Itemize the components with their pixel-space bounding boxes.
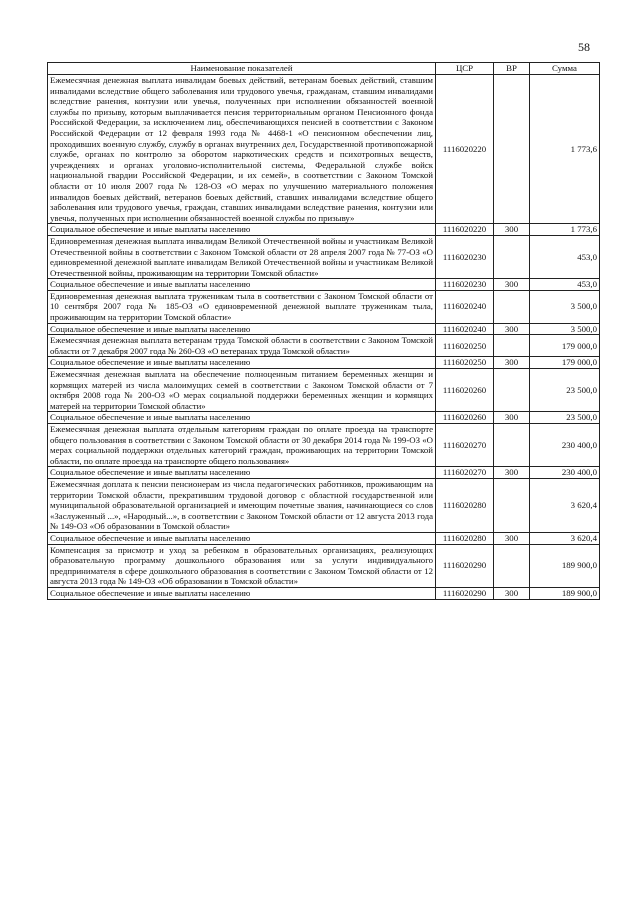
cell-name: Социальное обеспечение и иные выплаты населению <box>48 467 436 479</box>
cell-csr: 1116020220 <box>436 75 494 224</box>
table-row <box>48 290 600 323</box>
table-row <box>48 369 600 412</box>
cell-vr: 300 <box>494 467 530 479</box>
table-row <box>48 75 600 224</box>
cell-sum: 179 000,0 <box>530 335 600 357</box>
cell-csr: 1116020240 <box>436 290 494 323</box>
cell-name: Социальное обеспечение и иные выплаты населению <box>48 587 436 599</box>
cell-vr: 300 <box>494 587 530 599</box>
header-sum: Сумма <box>530 63 600 75</box>
cell-vr <box>494 335 530 357</box>
cell-sum: 3 500,0 <box>530 323 600 335</box>
table-row <box>48 412 600 424</box>
cell-name: Ежемесячная доплата к пенсии пенсионерам из числа педагогических работников, проживающим на территории Томской области, прекратившим трудовой договор с областной государственной или муниципальной образовательной организацией и имеющим почетные звания, начинающиеся со слов «Заслуженный ...», «Народный...», в соответствии с Законом Томской области от 12 августа 2013 года № 149-ОЗ «Об образовании в Томской области» <box>48 478 436 532</box>
cell-sum: 453,0 <box>530 235 600 278</box>
cell-sum: 179 000,0 <box>530 357 600 369</box>
cell-sum: 189 900,0 <box>530 587 600 599</box>
table-row <box>48 224 600 236</box>
cell-vr: 300 <box>494 357 530 369</box>
cell-csr: 1116020290 <box>436 544 494 587</box>
cell-csr: 1116020230 <box>436 235 494 278</box>
table-row <box>48 544 600 587</box>
cell-vr <box>494 75 530 224</box>
table-row <box>48 478 600 532</box>
table-row <box>48 323 600 335</box>
cell-csr: 1116020260 <box>436 412 494 424</box>
table-row <box>48 587 600 599</box>
cell-name: Ежемесячная денежная выплата инвалидам боевых действий, ветеранам боевых действий, ставшим инвалидами вследствие общего заболевания или трудового увечья, гражданам, ставшим инвалидами вследствие ранения, контузии или увечья, полученных при исполнении обязанностей военной службы по призыву, которым выплачивается пенсия территориальным органом Пенсионного фонда Российской Федерации, за исключением лиц, обеспечивающихся пенсией в соответствии с Законом Российской Федерации от 12 февраля 1993 года № 4468-1 «О пенсионном обеспечении лиц, проходивших военную службу, службу в органах внутренних дел, Государственной противопожарной службе, органах по контролю за оборотом наркотических средств и психотропных веществ, учреждениях и органах уголовно-исполнительной системы, Федеральной службе войск национальной гвардии Российской Федерации, и их семей», в соответствии с Законом Томской области от 10 июля 2007 года № 128-ОЗ «О мерах по улучшению материального положения инвалидов боевых действий, ветеранов боевых действий, ставших инвалидами вследствие общего заболевания или трудового увечья, граждан, ставших инвалидами вследствие ранения, контузии или увечья, полученных при исполнении обязанностей военной службы по призыву» <box>48 75 436 224</box>
cell-csr: 1116020290 <box>436 587 494 599</box>
cell-sum: 1 773,6 <box>530 75 600 224</box>
cell-name: Ежемесячная денежная выплата отдельным категориям граждан по оплате проезда на транспорте общего пользования в соответствии с Законом Томской области от 30 декабря 2014 года № 199-ОЗ «О мерах социальной поддержки отдельных категорий граждан, проживающих на территории Томской области, по оплате проезда на транспорте общего пользования» <box>48 424 436 467</box>
table-row <box>48 467 600 479</box>
cell-name: Социальное обеспечение и иные выплаты населению <box>48 279 436 291</box>
cell-name: Социальное обеспечение и иные выплаты населению <box>48 532 436 544</box>
cell-sum: 23 500,0 <box>530 412 600 424</box>
cell-name: Единовременная денежная выплата инвалидам Великой Отечественной войны и участникам Великой Отечественной войны в соответствии с Законом Томской области от 28 апреля 2007 года № 77-ОЗ «О единовременной денежной выплате инвалидам Великой Отечественной войны и участникам Великой Отечественной войны, проживающим на территории Томской области» <box>48 235 436 278</box>
table-header-row <box>48 63 600 75</box>
cell-csr: 1116020250 <box>436 335 494 357</box>
header-csr: ЦСР <box>436 63 494 75</box>
cell-sum: 189 900,0 <box>530 544 600 587</box>
cell-name: Ежемесячная денежная выплата ветеранам труда Томской области в соответствии с Законом Томской области от 7 декабря 2007 года № 260-ОЗ «О ветеранах труда Томской области» <box>48 335 436 357</box>
cell-vr: 300 <box>494 279 530 291</box>
cell-vr <box>494 424 530 467</box>
cell-csr: 1116020240 <box>436 323 494 335</box>
table-row <box>48 424 600 467</box>
cell-csr: 1116020280 <box>436 478 494 532</box>
cell-sum: 230 400,0 <box>530 467 600 479</box>
cell-vr: 300 <box>494 532 530 544</box>
cell-vr <box>494 478 530 532</box>
table-row <box>48 335 600 357</box>
cell-name: Компенсация за присмотр и уход за ребенком в образовательных организациях, реализующих образовательную программу дошкольного образования или за услуги индивидуального предпринимателя в сфере дошкольного образования в соответствии с Законом Томской области от 12 августа 2013 года № 149-ОЗ «Об образовании в Томской области» <box>48 544 436 587</box>
cell-sum: 3 620,4 <box>530 532 600 544</box>
budget-table <box>47 62 600 600</box>
table-row <box>48 279 600 291</box>
cell-csr: 1116020250 <box>436 357 494 369</box>
cell-sum: 453,0 <box>530 279 600 291</box>
cell-csr: 1116020270 <box>436 424 494 467</box>
cell-vr: 300 <box>494 323 530 335</box>
cell-name: Социальное обеспечение и иные выплаты населению <box>48 357 436 369</box>
cell-name: Единовременная денежная выплата труженикам тыла в соответствии с Законом Томской области от 10 сентября 2007 года № 185-ОЗ «О единовременной денежной выплате труженикам тыла, проживающим на территории Томской области» <box>48 290 436 323</box>
cell-csr: 1116020280 <box>436 532 494 544</box>
cell-vr <box>494 290 530 323</box>
cell-sum: 23 500,0 <box>530 369 600 412</box>
cell-sum: 230 400,0 <box>530 424 600 467</box>
cell-vr: 300 <box>494 412 530 424</box>
table-row <box>48 357 600 369</box>
cell-csr: 1116020270 <box>436 467 494 479</box>
cell-sum: 1 773,6 <box>530 224 600 236</box>
table-body <box>48 75 600 600</box>
page-number: 58 <box>578 40 590 54</box>
table-row <box>48 235 600 278</box>
cell-name: Ежемесячная денежная выплата на обеспечение полноценным питанием беременных женщин и кормящих матерей из числа малоимущих семей в соответствии с Законом Томской области от 7 октября 2008 года № 200-ОЗ «О мерах социальной поддержки беременных женщин и кормящих матерей на территории Томской области» <box>48 369 436 412</box>
cell-sum: 3 500,0 <box>530 290 600 323</box>
cell-sum: 3 620,4 <box>530 478 600 532</box>
cell-vr: 300 <box>494 224 530 236</box>
cell-name: Социальное обеспечение и иные выплаты населению <box>48 224 436 236</box>
cell-csr: 1116020260 <box>436 369 494 412</box>
header-vr: ВР <box>494 63 530 75</box>
cell-csr: 1116020220 <box>436 224 494 236</box>
table-row <box>48 532 600 544</box>
cell-name: Социальное обеспечение и иные выплаты населению <box>48 323 436 335</box>
cell-vr <box>494 369 530 412</box>
cell-name: Социальное обеспечение и иные выплаты населению <box>48 412 436 424</box>
cell-csr: 1116020230 <box>436 279 494 291</box>
header-name: Наименование показателей <box>48 63 436 75</box>
cell-vr <box>494 235 530 278</box>
cell-vr <box>494 544 530 587</box>
